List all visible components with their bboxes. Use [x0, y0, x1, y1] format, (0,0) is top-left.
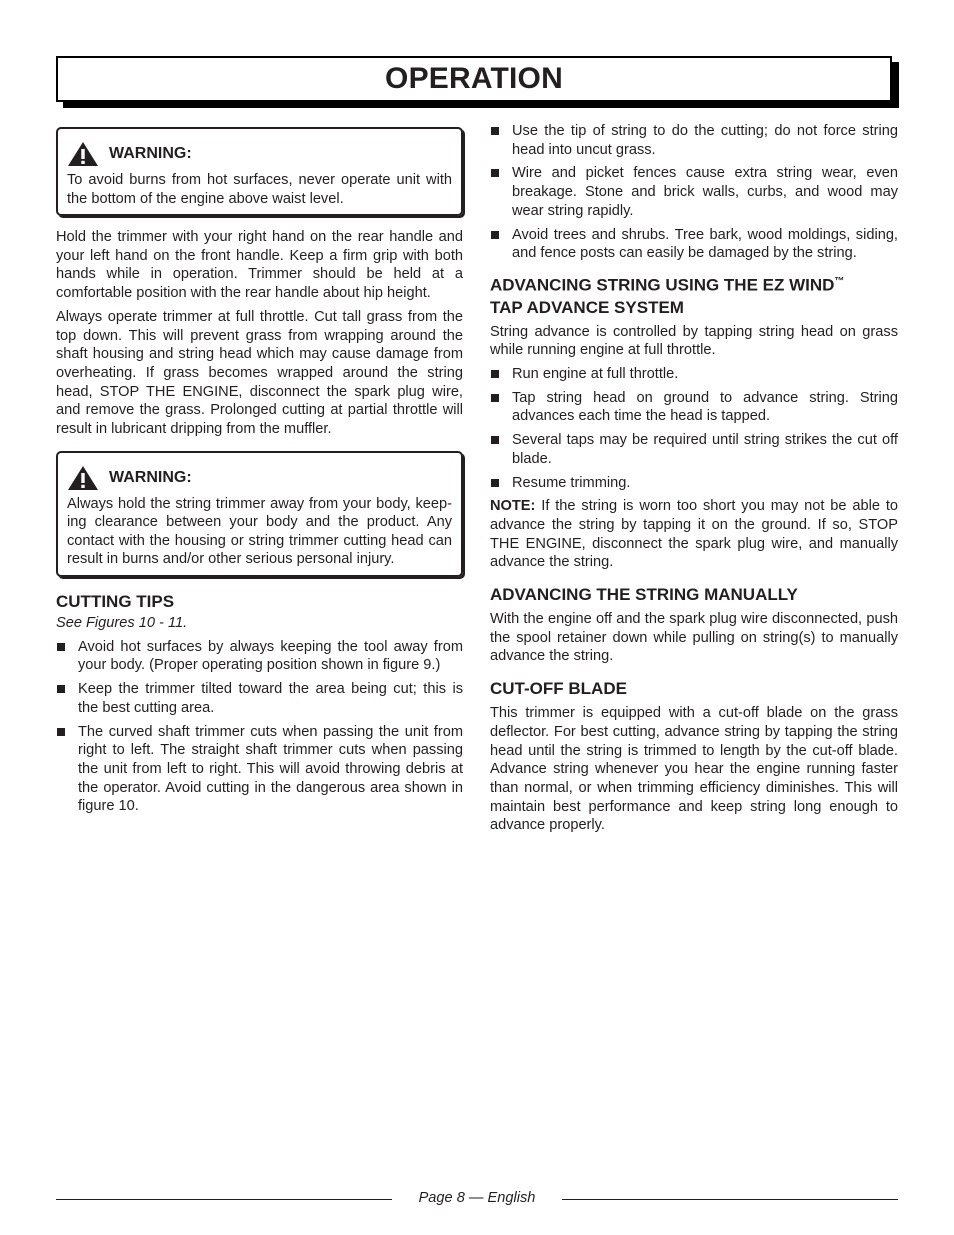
ez-wind-heading: ADVANCING STRING USING THE EZ WIND™ TAP ADVANCE SYSTEM: [490, 275, 845, 317]
warning-header: [67, 141, 452, 167]
warning-header: [67, 465, 452, 491]
paragraph-full-throttle: Always operate trimmer at full throttle. Cut tall grass from the top down. This will prevent grass from wrapping around the shaft housing and string head which may cause damage from overheating. If grass becomes wrapped around the string head, STOP THE ENGINE, disconnect the spark plug wire, and remove the grass. Prolonged cutting at partial throttle will result in lubricant dripping from the muffler.: [56, 308, 463, 438]
warning-label: WARNING:: [109, 468, 192, 486]
manual-advance-heading: ADVANCING THE STRING MANUALLY: [490, 585, 798, 605]
warning-triangle-icon: [67, 141, 99, 167]
warning-box-clearance: [56, 451, 463, 577]
list-item: Resume trimming.: [490, 474, 898, 493]
square-bullet-icon: [491, 394, 499, 402]
cutoff-blade-heading: CUT-OFF BLADE: [490, 679, 627, 699]
cutoff-blade-text: This trimmer is equipped with a cut-off blade on the grass deflector. For best cutting, advance string by tapping the string head until the string is trimmed to length by the cut-off blade. Advance string whenever you hear the engine running faster than normal, or when trimming efficiency diminishes. This will maintain best performance and keep string long enough to advance properly.: [490, 705, 898, 834]
manual-advance-text: With the engine off and the spark plug wire disconnected, push the spool retainer down while pulling on string(s) to manually advance the string.: [490, 611, 898, 665]
trademark-symbol: ™: [834, 275, 845, 287]
square-bullet-icon: [491, 479, 499, 487]
list-item: Avoid trees and shrubs. Tree bark, wood moldings, siding, and fence posts can easily be damaged by the string.: [490, 226, 898, 263]
square-bullet-icon: [57, 643, 65, 651]
paragraph-hold-trimmer: Hold the trimmer with your right hand on the rear handle and your left hand on the front handle. Keep a firm grip with both hands while in operation. Trimmer should be held at a comfortable position with the rear handle about hip height.: [56, 229, 463, 302]
list-item: Several taps may be required until string strikes the cut off blade.: [490, 431, 898, 468]
cutting-tips-list: [56, 638, 463, 816]
list-item: Use the tip of string to do the cutting; do not force string head into uncut grass.: [490, 122, 898, 159]
warning-text: Always hold the string trimmer away from your body, keep-ing clearance between your body and the product. Any contact with the housing or string trimmer cutting head can result in burns and/or other serious personal injury.: [67, 495, 452, 568]
left-column: [56, 122, 463, 821]
square-bullet-icon: [57, 728, 65, 736]
warning-triangle-icon: [67, 465, 99, 491]
ez-wind-steps-list: [490, 365, 898, 492]
list-item: Tap string head on ground to advance string. String advances each time the head is tapped.: [490, 389, 898, 426]
footer-rule-right: [562, 1199, 898, 1200]
cutting-tips-list-continued: [490, 122, 898, 263]
cutting-tips-heading: CUTTING TIPS: [56, 591, 175, 611]
cutting-tips-subheading: See Figures 10 - 11.: [56, 614, 188, 631]
square-bullet-icon: [491, 436, 499, 444]
square-bullet-icon: [491, 370, 499, 378]
ez-wind-note: [490, 497, 898, 572]
footer-rule-left: [56, 1199, 392, 1200]
note-text: If the string is worn too short you may not be able to advance the string by tapping it on the ground. If so, STOP THE ENGINE, disconnect the spark plug wire, and manually advance the string.: [490, 498, 898, 571]
square-bullet-icon: [491, 169, 499, 177]
square-bullet-icon: [491, 231, 499, 239]
square-bullet-icon: [57, 685, 65, 693]
warning-box-burns: [56, 127, 463, 216]
list-item: Keep the trimmer tilted toward the area being cut; this is the best cutting area.: [56, 680, 463, 717]
right-column: [490, 122, 898, 840]
ez-wind-intro: String advance is controlled by tapping string head on grass while running engine at full throttle.: [490, 323, 898, 359]
page-header: [56, 56, 892, 102]
list-item: Avoid hot surfaces by always keeping the tool away from your body. (Proper operating position shown in figure 9.): [56, 638, 463, 675]
page-title: OPERATION: [385, 62, 563, 95]
warning-label: WARNING:: [109, 145, 192, 162]
list-item: The curved shaft trimmer cuts when passing the unit from right to left. The straight shaft trimmer cuts when passing the unit from left to right. This will avoid throwing debris at the operator. Avoid cutting in the dangerous area shown in figure 10.: [56, 723, 463, 817]
list-item: Wire and picket fences cause extra string wear, even breakage. Stone and brick walls, curbs, and wood may wear string rapidly.: [490, 164, 898, 220]
list-item: Run engine at full throttle.: [490, 365, 898, 384]
warning-text: To avoid burns from hot surfaces, never operate unit with the bottom of the engine above waist level.: [67, 172, 452, 207]
page-number: Page 8 — English: [418, 1190, 536, 1206]
square-bullet-icon: [491, 127, 499, 135]
note-label: NOTE:: [490, 498, 536, 515]
